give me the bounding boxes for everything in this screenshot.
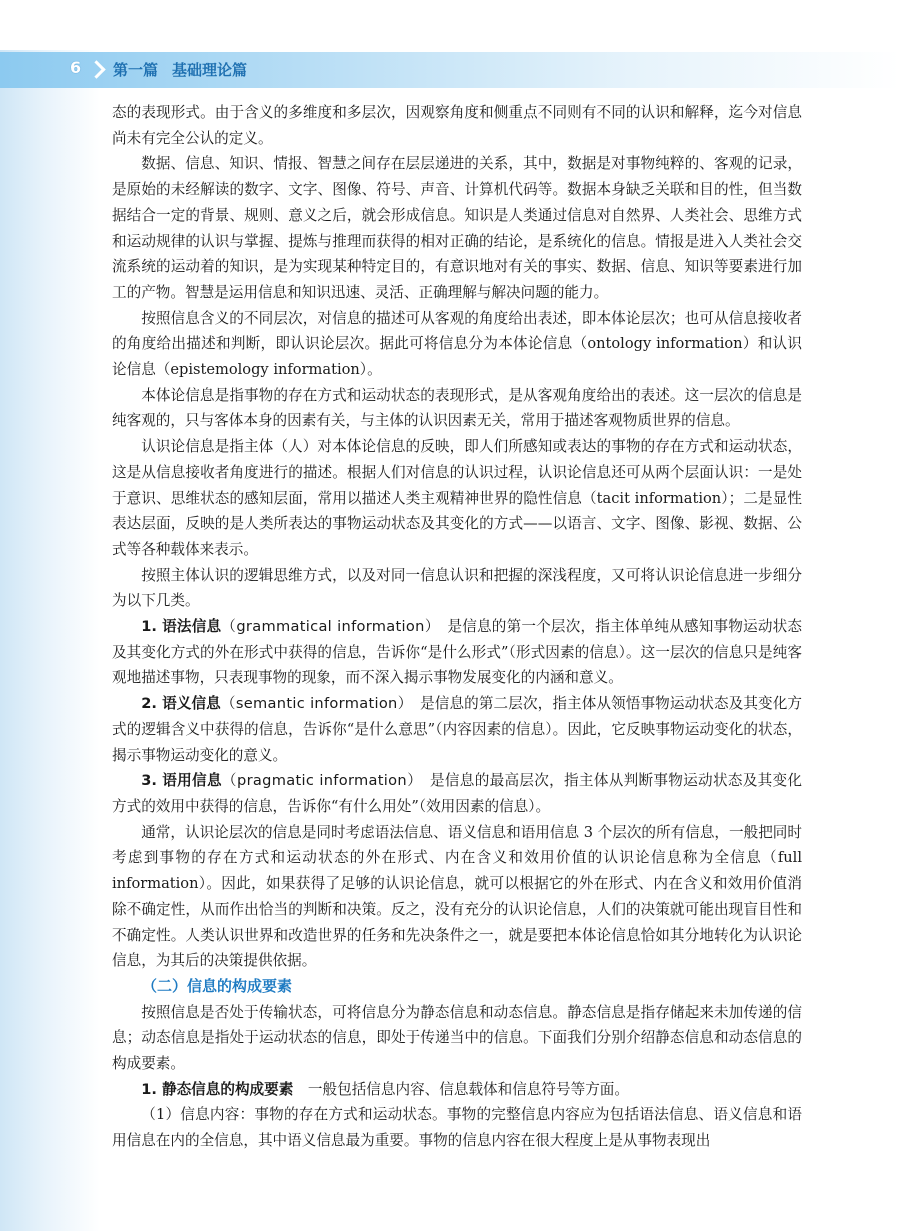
item-term-english: （grammatical information） — [221, 618, 433, 636]
paragraph: 按照主体认识的逻辑思维方式，以及对同一信息认识和把握的深浅程度，又可将认识论信息进一步细分为以下几类。 — [112, 566, 802, 610]
part-title: 基础理论篇 — [172, 60, 248, 79]
paragraph: 通常，认识论层次的信息是同时考虑语法信息、语义信息和语用信息 3 个层次的所有信息，一般把同时考虑到事物的存在方式和运动状态的外在形式、内在含义和效用价值的认识论信息称为全信息（full information）。因此，如果获得了足够的认识论信息，就可以根据它的外在形式、内在含义和效用价值消除不确定性，从而作出恰当的判断和决策。反之，没有充分的认识论信息，人们的决策就可能出现盲目性和不确定性。人类认识世界和改造世界的任务和先决条件之一，就是要把本体论信息恰如其分地转化为认识论信息，为其后的决策提供依据。 — [112, 823, 802, 970]
item-term: 静态信息的构成要素 — [161, 1080, 294, 1098]
page-side-decoration — [0, 50, 100, 1231]
paragraph: 按照信息是否处于传输状态，可将信息分为静态信息和动态信息。静态信息是指存储起来未加传递的信息；动态信息是指处于运动状态的信息，即处于传递当中的信息。下面我们分别介绍静态信息和动态信息的构成要素。 — [112, 1003, 802, 1073]
item-term: 语用信息 — [162, 772, 222, 790]
item-text: 是信息的第一个层次，指主体单纯从感知事物运动状态及其变化方式的外在形式中获得的信息，告诉你“是什么形式”（形式因素的信息）。这一层次的信息只是纯客观地描述事物，只表现事物的现象，而不深入揭示事物发展变化的内涵和意义。 — [112, 618, 802, 687]
list-item — [112, 614, 802, 691]
item-number: 3. — [141, 772, 163, 790]
item-term-english: （semantic information） — [220, 695, 406, 713]
item-number: 1. — [141, 618, 163, 636]
item-term: 语义信息 — [162, 695, 221, 713]
item-number: 1. — [141, 1080, 162, 1098]
paragraph: 态的表现形式。由于含义的多维度和多层次，因观察角度和侧重点不同则有不同的认识和解释，迄今对信息尚未有完全公认的定义。 — [112, 104, 802, 147]
chevron-right-icon — [87, 60, 105, 78]
paragraph: （1）信息内容：事物的存在方式和运动状态。事物的完整信息内容应为包括语法信息、语义信息和语用信息在内的全信息，其中语义信息最为重要。事物的信息内容在很大程度上是从事物表现出 — [112, 1106, 802, 1150]
paragraph: 本体论信息是指事物的存在方式和运动状态的表现形式，是从客观角度给出的表述。这一层次的信息是纯客观的，只与客体本身的因素有关，与主体的认识因素无关，常用于描述客观物质世界的信息。 — [112, 386, 802, 430]
running-header — [90, 56, 247, 82]
item-text: 是信息的最高层次，指主体从判断事物运动状态及其变化方式的效用中获得的信息，告诉你“有什么用处”（效用因素的信息）。 — [112, 772, 802, 815]
part-label: 第一篇 — [113, 60, 159, 79]
page-number: 6 — [70, 58, 82, 77]
item-text: 是信息的第二层次，指主体从领悟事物运动状态及其变化方式的逻辑含义中获得的信息，告诉你“是什么意思”（内容因素的信息）。因此，它反映事物运动变化的状态，揭示事物运动变化的意义。 — [112, 695, 802, 764]
item-term-english: （pragmatic information） — [221, 772, 416, 790]
page-body — [112, 100, 802, 1154]
item-text: 一般包括信息内容、信息载体和信息符号等方面。 — [293, 1080, 629, 1098]
list-item — [112, 768, 802, 819]
paragraph: 数据、信息、知识、情报、智慧之间存在层层递进的关系，其中，数据是对事物纯粹的、客观的记录，是原始的未经解读的数字、文字、图像、符号、声音、计算机代码等。数据本身缺乏关联和目的性，但当数据结合一定的背景、规则、意义之后，就会形成信息。知识是人类通过信息对自然界、人类社会、思维方式和运动规律的认识与掌握、提炼与推理而获得的相对正确的结论，是系统化的信息。情报是进入人类社会交流系统的运动着的知识，是为实现某种特定目的，有意识地对有关的事实、数据、信息、知识等要素进行加工的产物。智慧是运用信息和知识迅速、灵活、正确理解与解决问题的能力。 — [112, 155, 802, 301]
item-term: 语法信息 — [162, 618, 222, 636]
paragraph: 认识论信息是指主体（人）对本体论信息的反映，即人们所感知或表达的事物的存在方式和运动状态，这是从信息接收者角度进行的描述。根据人们对信息的认识过程，认识论信息还可从两个层面认识：一是处于意识、思维状态的感知层面，常用以描述人类主观精神世界的隐性信息（tacit information）；二是显性表达层面，反映的是人类所表达的事物运动状态及其变化的方式——以语言、文字、图像、影视、数据、公式等各种载体来表示。 — [112, 438, 802, 558]
item-number: 2. — [141, 695, 163, 713]
paragraph: 按照信息含义的不同层次，对信息的描述可从客观的角度给出表述，即本体论层次；也可从信息接收者的角度给出描述和判断，即认识论层次。据此可将信息分为本体论信息（ontology information）和认识论信息（epistemology information）。 — [112, 309, 802, 379]
list-item — [112, 691, 802, 768]
section-heading: （二）信息的构成要素 — [142, 976, 293, 995]
list-item — [112, 1077, 802, 1103]
